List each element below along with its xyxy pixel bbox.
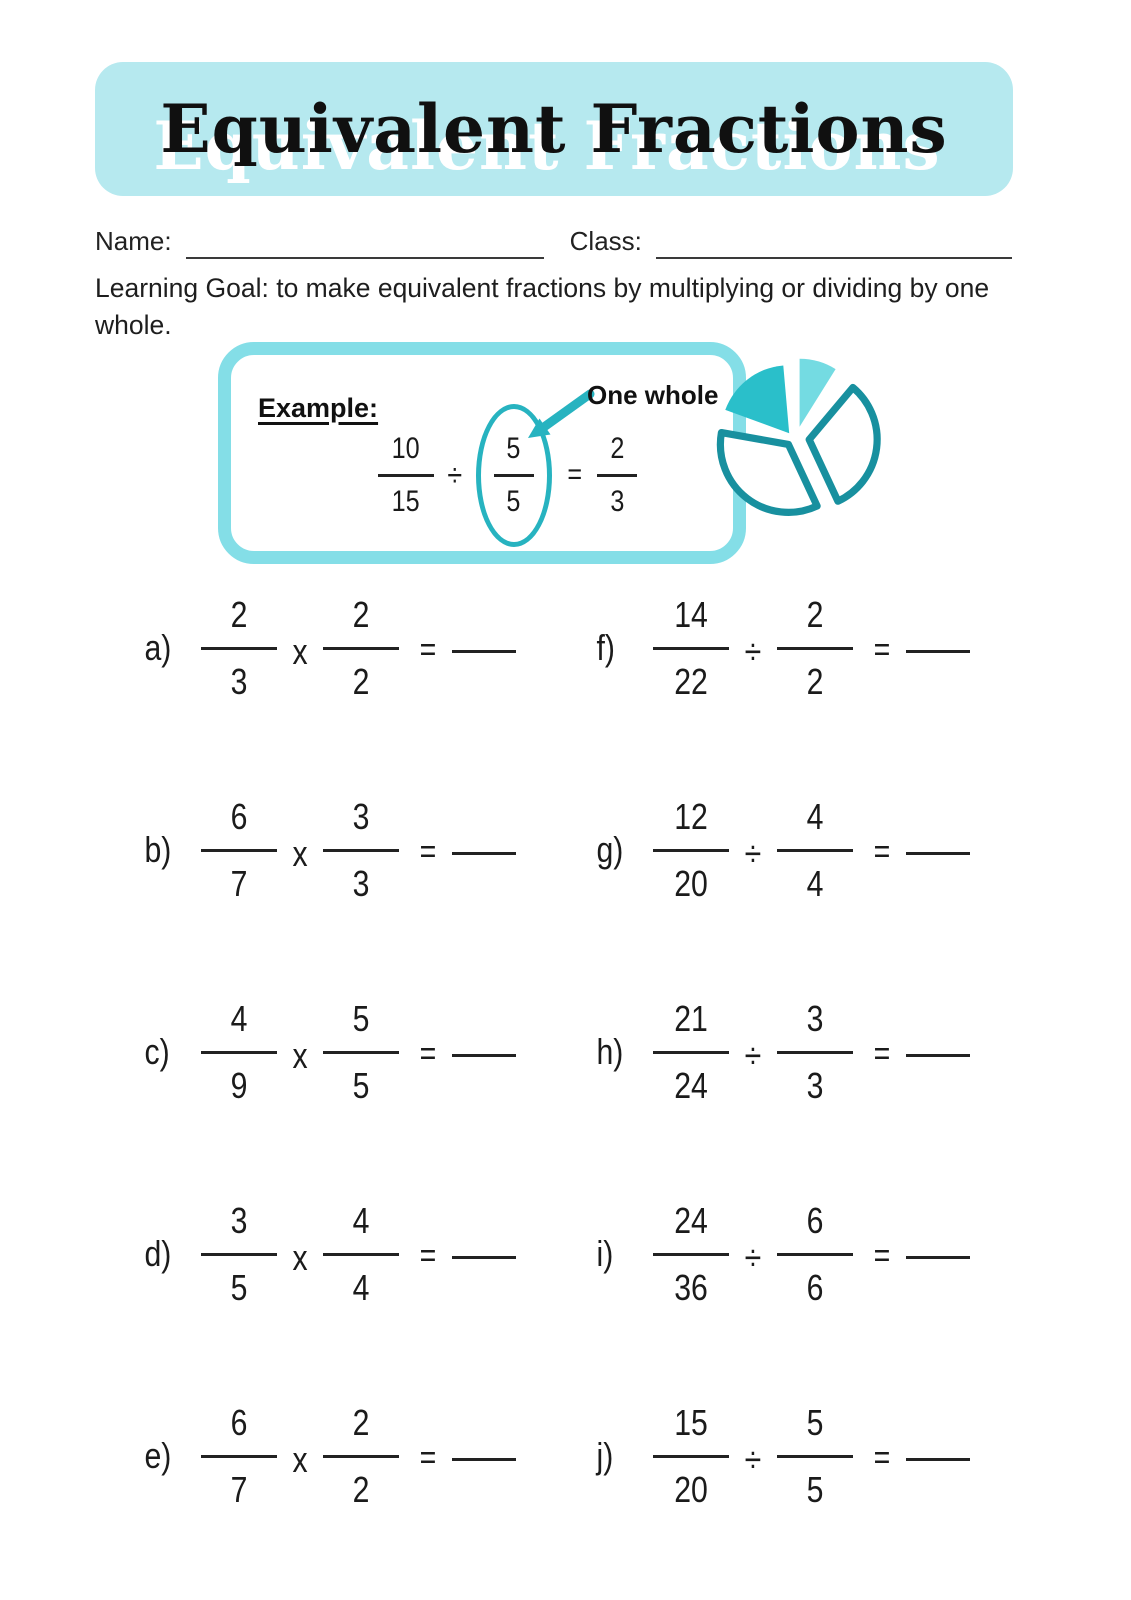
denominator: 15 xyxy=(391,484,421,518)
problems-grid xyxy=(140,575,1100,1529)
fraction-bar xyxy=(653,1253,729,1256)
fraction-second xyxy=(772,792,858,909)
fraction-bar xyxy=(494,474,534,477)
numerator: 3 xyxy=(230,1199,248,1241)
denominator: 2 xyxy=(352,1468,370,1510)
problem-d xyxy=(140,1181,592,1327)
denominator: 3 xyxy=(230,660,248,702)
problem-b xyxy=(140,777,592,923)
problem-f xyxy=(592,575,1100,721)
numerator: 5 xyxy=(352,997,370,1039)
fraction-second xyxy=(772,1196,858,1313)
fraction-bar xyxy=(653,1051,729,1054)
denominator: 7 xyxy=(230,862,248,904)
denominator: 5 xyxy=(806,1468,824,1510)
fraction-bar xyxy=(323,849,399,852)
problem-label: i) xyxy=(596,1233,614,1274)
numerator: 6 xyxy=(230,795,248,837)
fraction-bar xyxy=(323,1455,399,1458)
answer-blank xyxy=(906,852,970,855)
equals-sign: = xyxy=(419,832,437,871)
numerator: 4 xyxy=(806,795,824,837)
fraction-bar xyxy=(201,1051,277,1054)
answer-blank xyxy=(906,650,970,653)
fraction-first xyxy=(196,1398,282,1515)
numerator: 6 xyxy=(806,1199,824,1241)
fraction-bar xyxy=(378,474,434,477)
denominator: 20 xyxy=(674,862,708,904)
example-fraction-1 xyxy=(378,429,434,522)
numerator: 5 xyxy=(506,431,521,465)
problem-e xyxy=(140,1383,592,1529)
fraction-first xyxy=(196,1196,282,1313)
fraction-bar xyxy=(597,474,637,477)
fraction-second xyxy=(772,1398,858,1515)
name-class-row xyxy=(95,226,1012,259)
operator: x xyxy=(292,833,308,874)
answer-blank xyxy=(452,1458,516,1461)
problem-label: c) xyxy=(144,1031,170,1072)
equals-sign: = xyxy=(873,832,891,871)
fraction-bar xyxy=(201,1253,277,1256)
fraction-bar xyxy=(777,849,853,852)
fraction-second xyxy=(772,994,858,1111)
denominator: 22 xyxy=(674,660,708,702)
fraction-second xyxy=(318,1398,404,1515)
denominator: 6 xyxy=(806,1266,824,1308)
numerator: 14 xyxy=(674,593,708,635)
fraction-bar xyxy=(777,647,853,650)
equals-sign: = xyxy=(873,1438,891,1477)
numerator: 12 xyxy=(674,795,708,837)
equals-sign: = xyxy=(419,1236,437,1275)
numerator: 2 xyxy=(610,431,625,465)
denominator: 2 xyxy=(806,660,824,702)
division-sign: ÷ xyxy=(447,456,463,493)
denominator: 4 xyxy=(806,862,824,904)
denominator: 3 xyxy=(610,484,625,518)
fraction-first xyxy=(648,1398,734,1515)
example-area xyxy=(0,340,1131,575)
numerator: 3 xyxy=(352,795,370,837)
denominator: 24 xyxy=(674,1064,708,1106)
class-blank-line xyxy=(656,229,1012,259)
numerator: 10 xyxy=(391,431,421,465)
fraction-second xyxy=(318,590,404,707)
fraction-second xyxy=(772,590,858,707)
answer-blank xyxy=(906,1256,970,1259)
fraction-first xyxy=(648,1196,734,1313)
denominator: 5 xyxy=(352,1064,370,1106)
denominator: 3 xyxy=(352,862,370,904)
problem-h xyxy=(592,979,1100,1125)
numerator: 2 xyxy=(806,593,824,635)
equals-sign: = xyxy=(419,630,437,669)
one-whole-label: One whole xyxy=(587,380,719,410)
example-heading: Example: xyxy=(258,393,379,423)
denominator: 7 xyxy=(230,1468,248,1510)
denominator: 9 xyxy=(230,1064,248,1106)
denominator: 5 xyxy=(506,484,521,518)
fraction-first xyxy=(648,590,734,707)
fraction-bar xyxy=(777,1253,853,1256)
equals-sign: = xyxy=(566,458,582,491)
problem-label: j) xyxy=(596,1435,614,1476)
problem-label: d) xyxy=(144,1233,172,1274)
numerator: 2 xyxy=(230,593,248,635)
problem-j xyxy=(592,1383,1100,1529)
page-title: Equivalent Fractions xyxy=(160,90,948,168)
denominator: 20 xyxy=(674,1468,708,1510)
answer-blank xyxy=(452,1054,516,1057)
fraction-bar xyxy=(323,647,399,650)
fraction-first xyxy=(648,994,734,1111)
operator: x xyxy=(292,1035,308,1076)
denominator: 2 xyxy=(352,660,370,702)
numerator: 4 xyxy=(230,997,248,1039)
equals-sign: = xyxy=(873,1034,891,1073)
problem-label: b) xyxy=(144,829,172,870)
operator: ÷ xyxy=(744,1035,762,1076)
equals-sign: = xyxy=(873,630,891,669)
operator: ÷ xyxy=(744,631,762,672)
fraction-bar xyxy=(201,647,277,650)
answer-blank xyxy=(906,1054,970,1057)
denominator: 4 xyxy=(352,1266,370,1308)
name-label: Name: xyxy=(95,226,172,256)
operator: x xyxy=(292,1439,308,1480)
fraction-second xyxy=(318,994,404,1111)
class-label: Class: xyxy=(569,226,642,256)
problem-label: e) xyxy=(144,1435,172,1476)
fraction-bar xyxy=(323,1051,399,1054)
title-band xyxy=(95,62,1013,196)
learning-goal: Learning Goal: to make equivalent fractions by multiplying or dividing by one whole. xyxy=(95,273,990,340)
fraction-second xyxy=(318,792,404,909)
fraction-bar xyxy=(323,1253,399,1256)
numerator: 15 xyxy=(674,1401,708,1443)
denominator: 36 xyxy=(674,1266,708,1308)
answer-blank xyxy=(452,1256,516,1259)
problem-a xyxy=(140,575,592,721)
fraction-bar xyxy=(653,647,729,650)
numerator: 3 xyxy=(806,997,824,1039)
numerator: 24 xyxy=(674,1199,708,1241)
numerator: 2 xyxy=(352,1401,370,1443)
problem-i xyxy=(592,1181,1100,1327)
denominator: 5 xyxy=(230,1266,248,1308)
problem-g xyxy=(592,777,1100,923)
numerator: 2 xyxy=(352,593,370,635)
operator: ÷ xyxy=(744,1237,762,1278)
fraction-bar xyxy=(201,849,277,852)
operator: ÷ xyxy=(744,833,762,874)
problem-label: g) xyxy=(596,829,624,870)
problem-label: f) xyxy=(596,627,615,668)
fraction-first xyxy=(196,590,282,707)
denominator: 3 xyxy=(806,1064,824,1106)
example-result-fraction xyxy=(597,429,637,522)
operator: ÷ xyxy=(744,1439,762,1480)
equals-sign: = xyxy=(419,1034,437,1073)
fraction-first xyxy=(196,792,282,909)
fraction-first xyxy=(196,994,282,1111)
numerator: 6 xyxy=(230,1401,248,1443)
answer-blank xyxy=(452,852,516,855)
operator: x xyxy=(292,1237,308,1278)
fraction-bar xyxy=(777,1051,853,1054)
fraction-second xyxy=(318,1196,404,1313)
problem-label: h) xyxy=(596,1031,624,1072)
equals-sign: = xyxy=(873,1236,891,1275)
fraction-first xyxy=(648,792,734,909)
fraction-bar xyxy=(201,1455,277,1458)
fraction-bar xyxy=(653,1455,729,1458)
answer-blank xyxy=(452,650,516,653)
fraction-bar xyxy=(777,1455,853,1458)
numerator: 5 xyxy=(806,1401,824,1443)
numerator: 21 xyxy=(674,997,708,1039)
fraction-bar xyxy=(653,849,729,852)
numerator: 4 xyxy=(352,1199,370,1241)
problem-c xyxy=(140,979,592,1125)
equals-sign: = xyxy=(419,1438,437,1477)
operator: x xyxy=(292,631,308,672)
answer-blank xyxy=(906,1458,970,1461)
pie-chart-icon xyxy=(710,350,894,534)
name-blank-line xyxy=(186,229,544,259)
problem-label: a) xyxy=(144,627,172,668)
